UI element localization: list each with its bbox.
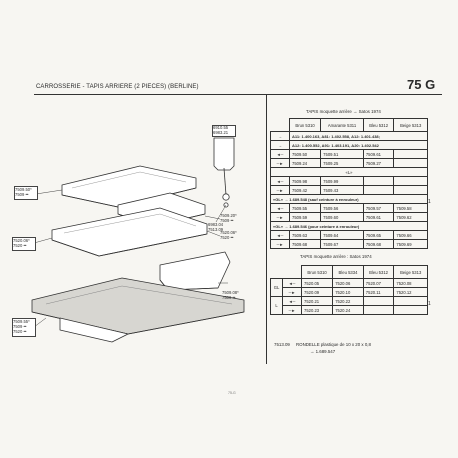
arrow-left-icon: ◄─ [283, 279, 302, 288]
color-header: Brun 5310 [302, 266, 333, 279]
figure-ref: 7520.06* 7520 •• [13, 238, 30, 248]
arrow-right-icon: → [271, 141, 290, 150]
table2-title: TAPIS moquette arrière : Satos 1974 [300, 254, 372, 259]
gl-note: «GL» → 1.689.548 (sauf ceinture à enrouleur) [271, 195, 428, 204]
figure-ref: 7509.08* 7509 •• [222, 290, 239, 300]
model-row [271, 141, 428, 150]
arrow-left-icon: ◄─ [271, 231, 290, 240]
mat-lower [160, 252, 230, 290]
washer [223, 194, 229, 200]
arrow-right-icon: ─► [271, 240, 290, 249]
variant-label: L [271, 297, 283, 315]
arrow-left-icon: ◄─ [283, 297, 302, 306]
color-header: Amarante 5311 [321, 119, 364, 132]
table-row: ─► 7509.68 7509.67 7509.68 7509.69 [271, 240, 428, 249]
page-number: 75 G [407, 77, 436, 92]
table-row: ─► 7509.42 7509.43 [271, 186, 428, 195]
table-header-row [271, 119, 428, 132]
table-row: ─► 7520.23 7520.24 [271, 306, 428, 315]
gl-note: «GL» → 1.689.546 (pour ceinture à enrouleur) [271, 222, 428, 231]
washer-description: RONDELLE plastique de 10 x 20 x 0,8 [296, 342, 371, 347]
table-row: ◄─ 7509.98 7509.99 [271, 177, 428, 186]
arrow-right-icon: → [271, 132, 290, 141]
color-header: Brun 5310 [290, 119, 321, 132]
washer-serial: → 1.689.547 [310, 349, 336, 354]
washer-ref: 7513.09 [274, 342, 290, 347]
variant-row [271, 168, 428, 177]
color-header: Beige 5313 [394, 266, 428, 279]
table-row: ─► 7509.24 7509.25 7509.27 [271, 159, 428, 168]
table-row: GL ◄─ 7520.05 7520.06 7520.07 7520.08 [271, 279, 428, 288]
arrow-left-icon: ◄─ [271, 150, 290, 159]
footer-code: 75-G [228, 391, 236, 395]
table-row: ◄─ 7509.63 7509.64 7509.65 7509.66 [271, 231, 428, 240]
arrow-left-icon: ◄─ [271, 204, 290, 213]
table-row: ─► 7509.59 7509.60 7509.61 7509.62 [271, 213, 428, 222]
table-row: L ◄─ 7520.21 7520.22 [271, 297, 428, 306]
quantity-ref: 1 [428, 301, 431, 307]
figure-ref: 6910.55 6983.21 [213, 125, 229, 135]
note-row [271, 195, 428, 204]
model-note: A11: 1.400.163, A81: 1.402.558, A12: 1.401.438; [290, 132, 428, 141]
table-row: ◄─ 7509.55 7509.56 7509.57 7509.58 [271, 204, 428, 213]
figure-ref: 6983.04 7513.09 [208, 222, 224, 232]
table1-title: TAPIS moquette arrière → Satos 1974 [306, 109, 381, 114]
rail-strip [214, 138, 234, 170]
arrow-right-icon: ─► [271, 159, 290, 168]
rail-rod [224, 168, 226, 195]
color-header: Bleu 5334 [333, 266, 364, 279]
table-row: ─► 7520.09 7520.10 7520.11 7520.12 [271, 288, 428, 297]
variant-label: GL [271, 279, 283, 297]
figure-ref: 7509.50* 7509 •• [15, 187, 32, 197]
parts-table-2 [270, 265, 428, 315]
table-header-row [271, 266, 428, 279]
model-note: A12: 1.400.552, A91: 1.403.191, A20: 1.402.542 [290, 141, 428, 150]
note-row [271, 222, 428, 231]
page-title: CARROSSERIE - TAPIS ARRIERE (2 PIECES) (BERLINE) [36, 84, 199, 90]
arrow-left-icon: ◄─ [271, 177, 290, 186]
color-header: Beige 5313 [394, 119, 428, 132]
table-row: ◄─ 7509.50 7509.51 7509.61 [271, 150, 428, 159]
arrow-right-icon: ─► [271, 213, 290, 222]
quantity-ref: 1 [428, 199, 431, 205]
figure-ref: 7520.06* 7520 •• [220, 230, 237, 240]
arrow-right-icon: ─► [283, 306, 302, 315]
variant-label: «L» [271, 168, 428, 177]
color-header: Bleu 5312 [363, 119, 394, 132]
parts-table-1 [270, 118, 428, 249]
arrow-right-icon: ─► [271, 186, 290, 195]
figure-ref: 7509.20* 7509 •• [220, 213, 237, 223]
model-row [271, 132, 428, 141]
color-header: Bleu 5312 [363, 266, 394, 279]
figure-ref: 7509.55* 7509 •• 7520 •• [13, 319, 30, 334]
arrow-right-icon: ─► [283, 288, 302, 297]
